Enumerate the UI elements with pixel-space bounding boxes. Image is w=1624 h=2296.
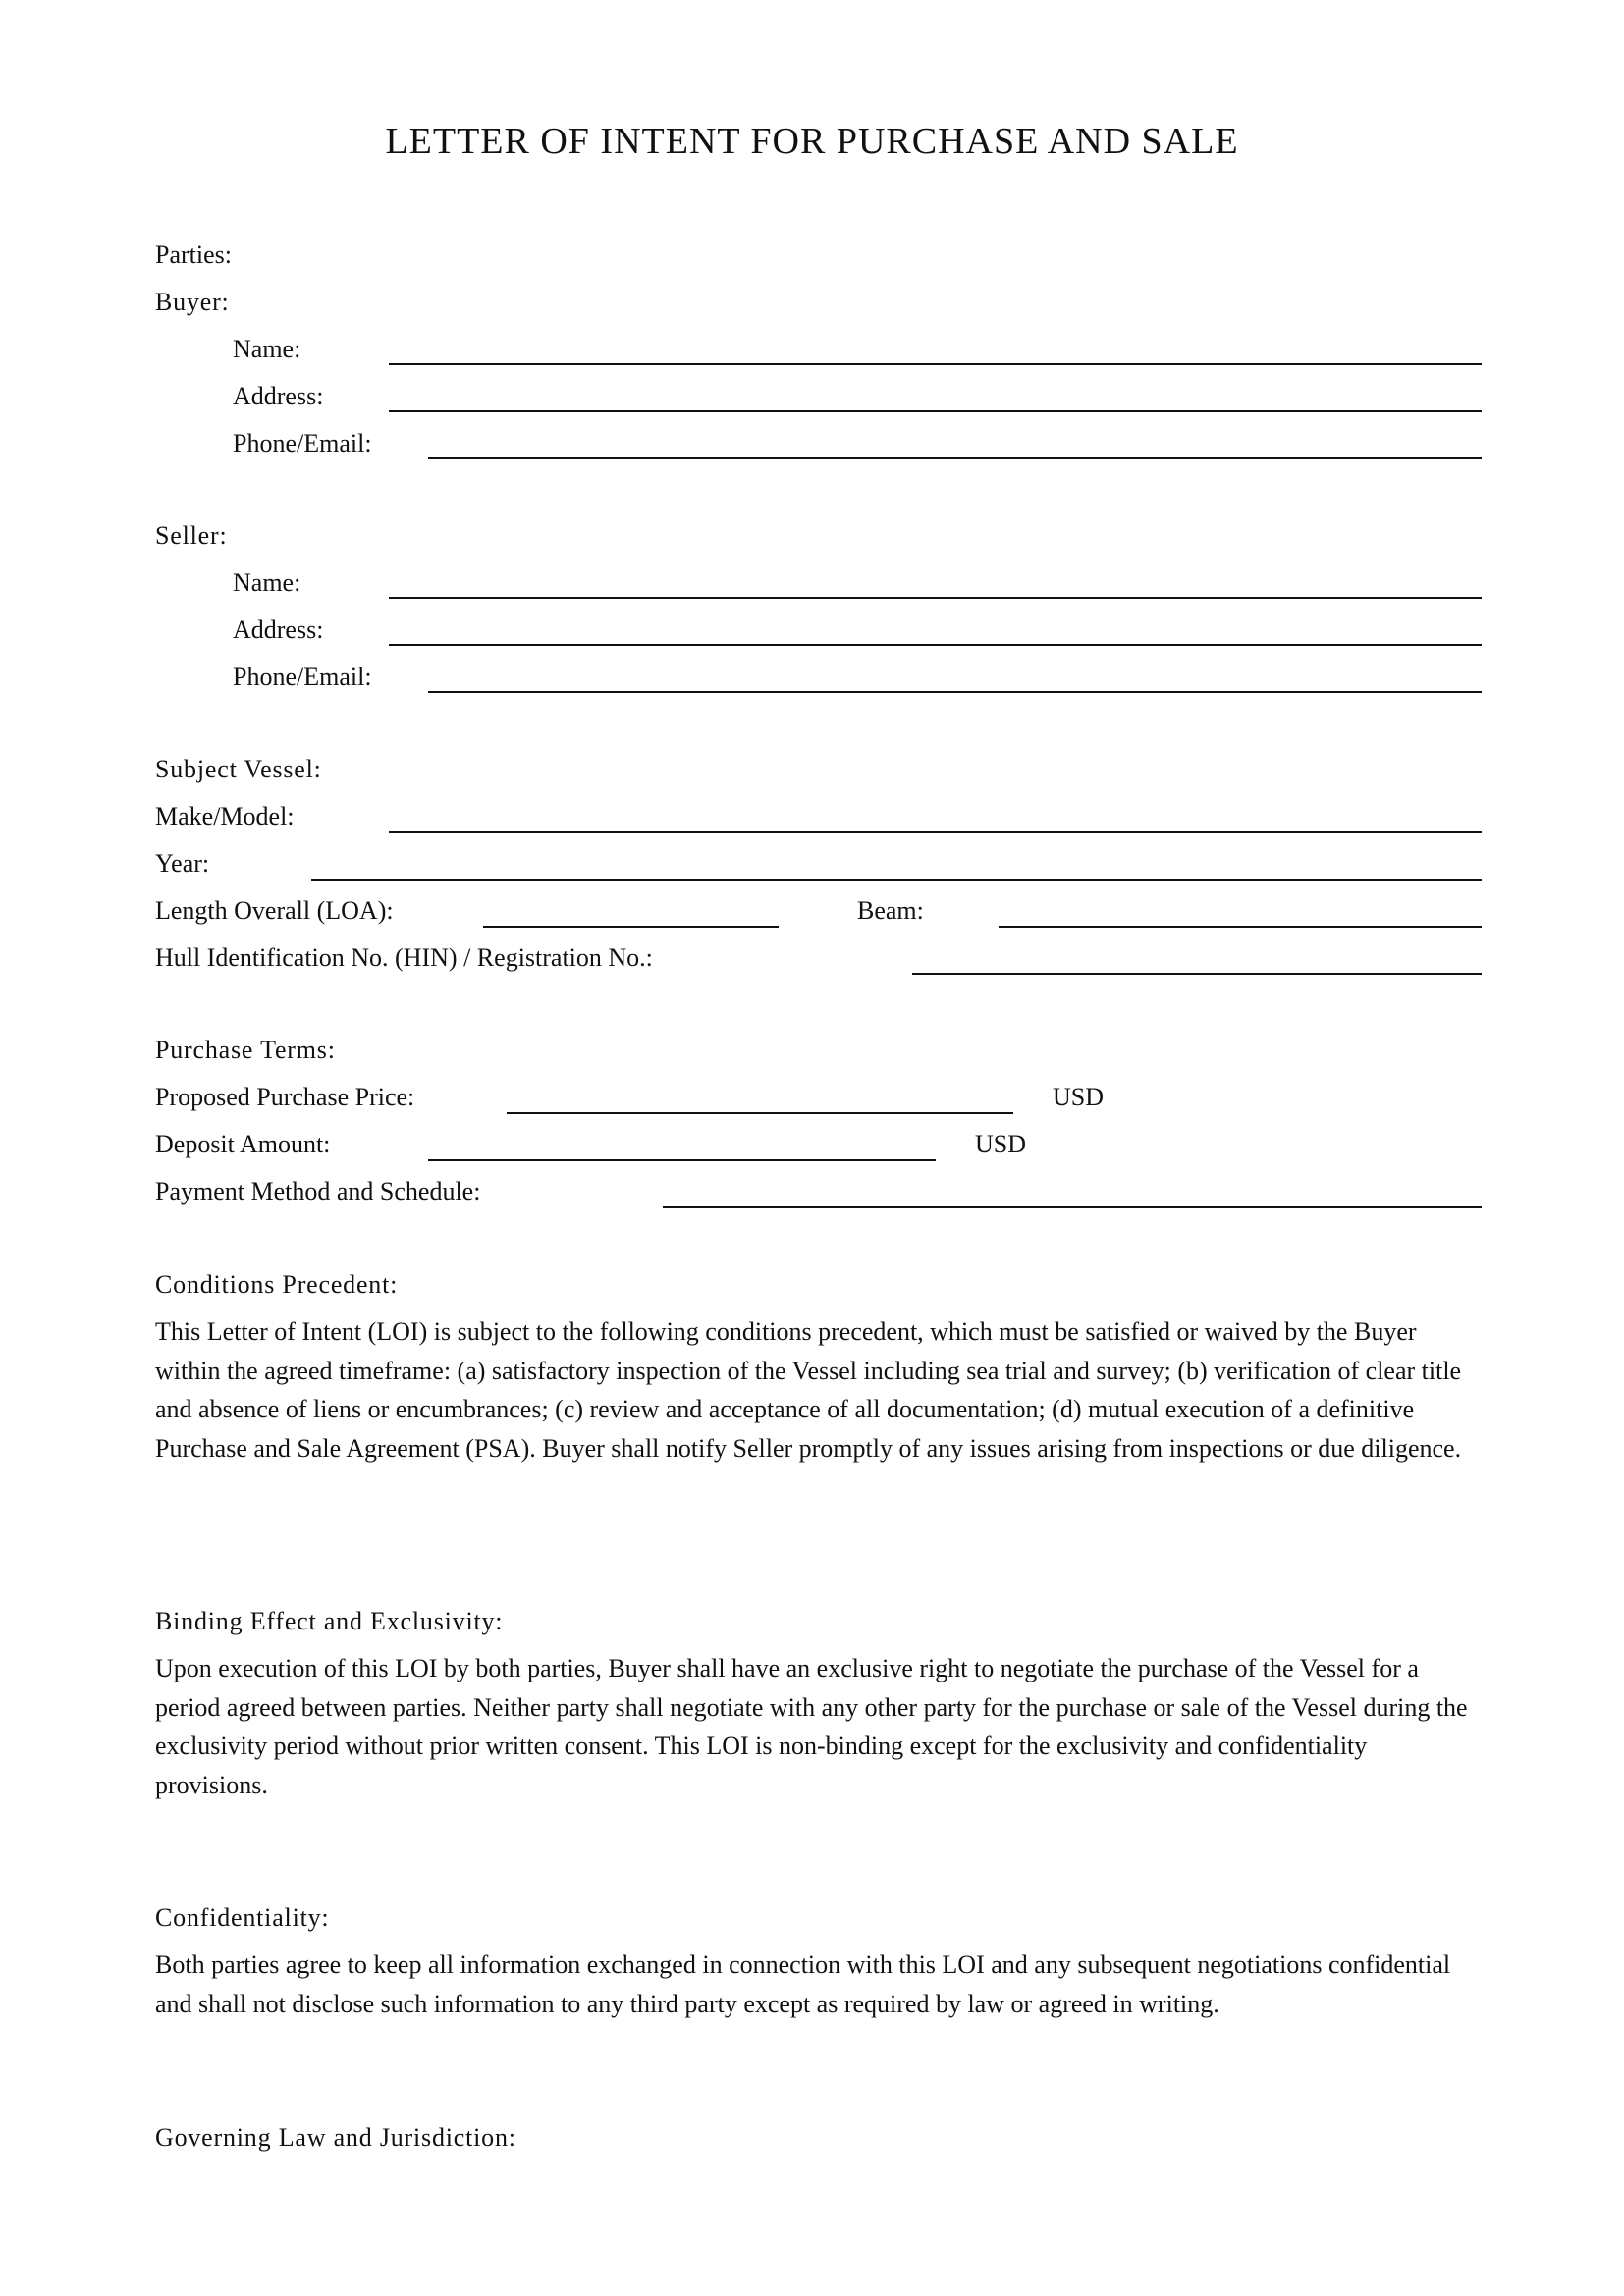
make-model-label: Make/Model: (155, 802, 295, 830)
vessel-heading: Subject Vessel: (155, 755, 322, 783)
buyer-heading: Buyer: (155, 288, 230, 316)
parties-heading: Parties: (155, 240, 232, 269)
hin-field[interactable] (912, 973, 1482, 975)
loa-field[interactable] (483, 926, 779, 928)
hin-label: Hull Identification No. (HIN) / Registration No.: (155, 943, 653, 972)
seller-contact-label: Phone/Email: (233, 663, 372, 691)
make-model-field[interactable] (389, 831, 1482, 833)
seller-address-label: Address: (233, 615, 324, 644)
beam-label: Beam: (857, 896, 924, 925)
buyer-address-label: Address: (233, 382, 324, 410)
price-label: Proposed Purchase Price: (155, 1083, 415, 1111)
deposit-currency: USD (975, 1130, 1027, 1158)
price-field[interactable] (507, 1112, 1013, 1114)
confidentiality-heading: Confidentiality: (155, 1903, 330, 1932)
binding-heading: Binding Effect and Exclusivity: (155, 1607, 504, 1635)
document-title: LETTER OF INTENT FOR PURCHASE AND SALE (385, 121, 1239, 162)
seller-name-label: Name: (233, 568, 301, 597)
confidentiality-body: Both parties agree to keep all information exchanged in connection with this LOI and any subsequent negotiations confidential and shall not disclose such information to any third party except as required by law or agreed in writing. (155, 1950, 1451, 2018)
payment-field[interactable] (663, 1206, 1482, 1208)
seller-heading: Seller: (155, 521, 228, 550)
deposit-label: Deposit Amount: (155, 1130, 331, 1158)
conditions-heading: Conditions Precedent: (155, 1270, 399, 1299)
buyer-name-label: Name: (233, 335, 301, 363)
seller-name-field[interactable] (389, 597, 1482, 599)
buyer-contact-field[interactable] (428, 457, 1482, 459)
price-currency: USD (1053, 1083, 1105, 1111)
year-field[interactable] (311, 879, 1482, 881)
seller-address-field[interactable] (389, 644, 1482, 646)
binding-body: Upon execution of this LOI by both parties, Buyer shall have an exclusive right to negotiate the purchase of the Vessel for a period agreed between parties. Neither party shall negotiate with any other party for the purchase or sale of the Vessel during the exclusivity period without prior written consent. This LOI is non-binding except for the exclusivity and confidentiality provisions. (155, 1654, 1468, 1799)
governing-law-heading: Governing Law and Jurisdiction: (155, 2123, 516, 2152)
purchase-terms-heading: Purchase Terms: (155, 1036, 336, 1064)
buyer-name-field[interactable] (389, 363, 1482, 365)
deposit-field[interactable] (428, 1159, 936, 1161)
conditions-body: This Letter of Intent (LOI) is subject to the following conditions precedent, which must be satisfied or waived by the Buyer within the agreed timeframe: (a) satisfactory inspection of the Vessel including sea trial and survey; (b) verification of clear title and absence of liens or encumbrances; (c) review and acceptance of all documentation; (d) mutual execution of a definitive Purchase and Sale Agreement (PSA). Buyer shall notify Seller promptly of any issues arising from inspections or due diligence. (155, 1317, 1462, 1463)
beam-field[interactable] (999, 926, 1482, 928)
seller-contact-field[interactable] (428, 691, 1482, 693)
loa-label: Length Overall (LOA): (155, 896, 394, 925)
buyer-address-field[interactable] (389, 410, 1482, 412)
year-label: Year: (155, 849, 210, 878)
buyer-contact-label: Phone/Email: (233, 429, 372, 457)
payment-label: Payment Method and Schedule: (155, 1177, 481, 1205)
